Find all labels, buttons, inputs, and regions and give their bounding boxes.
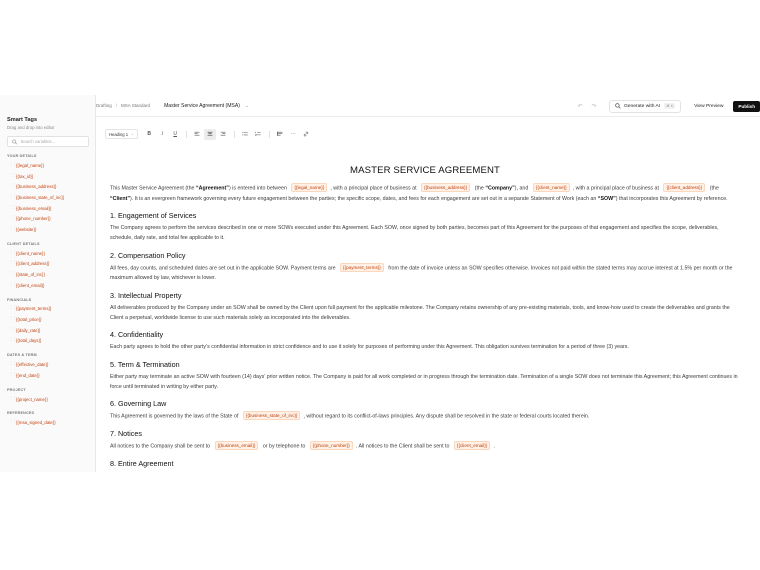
search-icon xyxy=(12,139,17,145)
tag-website[interactable]: ⋮⋮ {{website}} xyxy=(9,224,37,232)
sidebar-subtitle: Drag and drop into editor xyxy=(7,125,55,130)
tag-total-price[interactable]: ⋮⋮ {{total_price}} xyxy=(9,315,42,323)
sparkle-icon xyxy=(615,103,621,109)
document-title: MASTER SERVICE AGREEMENT xyxy=(350,165,500,176)
drag-handle-icon[interactable]: ⋮⋮ xyxy=(9,315,16,321)
group-label: REFERENCES xyxy=(7,411,35,416)
italic-button[interactable]: I xyxy=(161,131,164,137)
bold-button[interactable]: B xyxy=(147,131,151,137)
ai-shortcut: ⌘ K xyxy=(666,104,674,108)
tag-group-dates-term xyxy=(7,353,89,380)
undo-button[interactable]: ↶ xyxy=(577,103,583,110)
section-text: All fees, day counts, and scheduled dates are set out in the applicable SOW. Payment terms are {{payment_terms}} from the date of invoice unless an SOW specifies otherwise. Invoices not paid within the stated terms may accrue interest at 1.5% per month or the maximum allowed by law, whichever is lower. xyxy=(110,264,733,282)
tag-group-financials xyxy=(7,298,89,347)
tag-payment-terms[interactable]: ⋮⋮ {{payment_terms}} xyxy=(9,304,52,312)
drag-handle-icon[interactable]: ⋮⋮ xyxy=(9,270,16,276)
toolbar-divider xyxy=(186,131,187,138)
chevron-down-icon: ⌄ xyxy=(244,102,249,108)
breadcrumb-drafting[interactable]: Drafting xyxy=(96,103,112,108)
document-selector[interactable] xyxy=(160,99,253,112)
numbered-list-icon xyxy=(255,131,261,137)
section-heading: 3. Intellectual Property xyxy=(110,290,182,300)
ai-button-label: Generate with AI xyxy=(623,103,661,109)
insert-link-button[interactable] xyxy=(300,129,312,140)
section-text: Either party may terminate an active SOW with fourteen (14) days’ prior written notice. The Company is paid for all work completed or in progress through the termination date. Termination of a single SOW does not terminate this Agreement; this Agreement continues in force until terminated in writing by either party. xyxy=(110,373,738,390)
drag-handle-icon[interactable]: ⋮⋮ xyxy=(9,325,16,331)
tag-group-project xyxy=(7,388,89,405)
section-heading: 5. Term & Termination xyxy=(110,359,180,369)
drag-handle-icon[interactable]: ⋮⋮ xyxy=(9,394,16,400)
group-label: DATES & TERM xyxy=(7,353,37,358)
align-left-button[interactable] xyxy=(191,129,203,140)
tag-client-email[interactable]: ⋮⋮ {{client_email}} xyxy=(9,280,45,288)
drag-handle-icon[interactable]: ⋮⋮ xyxy=(9,171,16,177)
tag-total-days[interactable]: ⋮⋮ {{total_days}} xyxy=(9,336,42,344)
toolbar-divider xyxy=(269,131,270,138)
section-text: This Agreement is governed by the laws of the State of {{business_state_of_inc}} , without regard to its conflict-of-laws principles. Any dispute shall be resolved in the state or federal courts located therein. xyxy=(110,413,590,420)
variable-search[interactable] xyxy=(7,136,89,147)
breadcrumb-separator-icon: / xyxy=(115,103,118,108)
more-icon: ··· xyxy=(290,131,296,137)
editor-area xyxy=(96,95,760,472)
tag-phone-number[interactable]: ⋮⋮ {{phone_number}} xyxy=(9,214,51,222)
format-toolbar xyxy=(96,127,760,141)
drag-handle-icon[interactable]: ⋮⋮ xyxy=(9,224,16,230)
text-style-select[interactable] xyxy=(105,129,138,139)
numbered-list-button[interactable] xyxy=(252,129,264,140)
drag-handle-icon[interactable]: ⋮⋮ xyxy=(9,214,16,220)
tag-group-your-details xyxy=(7,154,89,235)
align-left-icon xyxy=(194,131,200,137)
tag-tax-id[interactable]: ⋮⋮ {{tax_id}} xyxy=(9,171,34,179)
align-right-icon xyxy=(220,131,226,137)
underline-button[interactable]: U xyxy=(173,131,177,137)
drag-handle-icon[interactable]: ⋮⋮ xyxy=(9,203,16,209)
bullet-list-icon xyxy=(242,131,248,137)
app-window xyxy=(0,95,760,472)
tag-group-references xyxy=(7,411,89,428)
more-options-button[interactable] xyxy=(287,129,299,140)
align-center-icon xyxy=(207,131,213,137)
inline-tag-payment-terms[interactable]: {{payment_terms}} xyxy=(340,263,384,272)
tag-daily-rate[interactable]: ⋮⋮ {{daily_rate}} xyxy=(9,325,41,333)
sidebar-title: Smart Tags xyxy=(7,117,38,123)
section-heading: 8. Entire Agreement xyxy=(110,458,174,468)
drag-handle-icon[interactable]: ⋮⋮ xyxy=(9,248,16,254)
section-text: The Company agrees to perform the services described in one or more SOWs executed under this Agreement. Each SOW, once signed by both parties, becomes part of this Agreement for the purposes of that engagement and specifies the scope, deliverables, schedule, daily rate, and total fee applicable to it. xyxy=(110,225,719,242)
intro-paragraph: This Master Service Agreement (the “Agreement”) is entered into between {{legal_name}} , with a principal place of business at {{business_address}} (the “Company”), and {{client_name}} , with a principal place of business at {{client_address}} (the “Client”). It is an evergreen framework governing every future engagement between the parties; the specific scope, dates, and fees for each engagement are set out in a separate Statement of Work (each an “SOW”) that incorporates this Agreement by reference. xyxy=(110,185,728,202)
group-label: YOUR DETAILS xyxy=(7,154,37,158)
bullet-list-button[interactable] xyxy=(239,129,251,140)
view-preview-button[interactable]: View Preview xyxy=(694,103,724,109)
tag-business-email[interactable]: ⋮⋮ {{business_email}} xyxy=(9,203,52,211)
tag-legal-name[interactable]: ⋮⋮ {{legal_name}} xyxy=(9,160,44,168)
section-heading: 2. Compensation Policy xyxy=(110,250,186,260)
inline-tag-business-state-of-inc[interactable]: {{business_state_of_inc}} xyxy=(243,411,301,420)
search-input[interactable] xyxy=(20,139,84,144)
drag-handle-icon[interactable]: ⋮⋮ xyxy=(9,418,16,424)
inline-tag-client-name[interactable]: {{client_name}} xyxy=(533,183,570,192)
document-canvas[interactable] xyxy=(110,145,740,472)
section-heading: 6. Governing Law xyxy=(110,399,167,409)
drag-handle-icon[interactable]: ⋮⋮ xyxy=(9,304,16,310)
inline-tag-phone-number[interactable]: {{phone_number}} xyxy=(310,441,353,450)
chevron-down-icon: ⌄ xyxy=(131,132,135,136)
group-label: PROJECT xyxy=(7,387,26,392)
group-label: CLIENT DETAILS xyxy=(7,241,40,246)
group-label: FINANCIALS xyxy=(7,297,32,302)
generate-with-ai-button[interactable] xyxy=(609,100,681,113)
inline-tag-legal-name[interactable]: {{legal_name}} xyxy=(291,183,327,192)
section-text: All deliverables produced by the Company under an SOW shall be owned by the Client upon full payment for the applicable milestone. The Company retains ownership of any pre-existing materials, tools, and know-how used to create the deliverables and grants the Client a perpetual, worldwide license to use such materials solely as incorporated into the deliverables. xyxy=(110,304,730,322)
smart-tags-sidebar xyxy=(0,95,96,472)
section-heading: 7. Notices xyxy=(110,429,142,439)
quote-icon xyxy=(277,131,283,137)
tag-group-client-details xyxy=(7,242,89,291)
quote-button[interactable] xyxy=(274,129,286,140)
inline-tag-business-address[interactable]: {{business_address}} xyxy=(421,183,470,192)
drag-handle-icon[interactable]: ⋮⋮ xyxy=(9,182,16,188)
document-name: Master Service Agreement (MSA) xyxy=(164,102,240,109)
redo-button[interactable]: ↷ xyxy=(591,103,597,110)
tag-business-address[interactable]: ⋮⋮ {{business_address}} xyxy=(9,182,57,190)
top-bar xyxy=(96,95,760,117)
text-style-value: Heading 1 xyxy=(109,131,129,137)
section-heading: 1. Engagement of Services xyxy=(110,211,197,221)
inline-tag-client-address[interactable]: {{client_address}} xyxy=(663,183,705,192)
drag-handle-icon[interactable]: ⋮⋮ xyxy=(9,360,16,366)
tag-end-date[interactable]: ⋮⋮ {{end_date}} xyxy=(9,370,40,378)
section-text: All notices to the Company shall be sent to {{business_email}} or by telephone to {{phone_number}} . All notices to the Client shall be sent to {{client_email}} . xyxy=(110,443,495,450)
inline-tag-business-email[interactable]: {{business_email}} xyxy=(215,441,259,450)
drag-handle-icon[interactable]: ⋮⋮ xyxy=(9,259,16,265)
drag-handle-icon[interactable]: ⋮⋮ xyxy=(9,160,16,166)
inline-tag-client-email[interactable]: {{client_email}} xyxy=(454,441,490,450)
tag-state-of-inc[interactable]: ⋮⋮ {{state_of_inc}} xyxy=(9,270,45,278)
link-icon xyxy=(303,131,309,137)
top-actions xyxy=(573,95,760,117)
drag-handle-icon[interactable]: ⋮⋮ xyxy=(9,280,16,286)
drag-handle-icon[interactable]: ⋮⋮ xyxy=(9,192,16,198)
tag-client-name[interactable]: ⋮⋮ {{client_name}} xyxy=(9,248,45,256)
breadcrumb-msa-standard[interactable]: MSA Standard xyxy=(121,103,151,108)
tag-project-name[interactable]: ⋮⋮ {{project_name}} xyxy=(9,394,48,402)
toolbar-divider xyxy=(234,131,235,138)
drag-handle-icon[interactable]: ⋮⋮ xyxy=(9,336,16,342)
drag-handle-icon[interactable]: ⋮⋮ xyxy=(9,370,16,376)
align-center-button[interactable] xyxy=(204,129,216,140)
tag-effective-date[interactable]: ⋮⋮ {{effective_date}} xyxy=(9,360,49,368)
tag-client-address[interactable]: ⋮⋮ {{client_address}} xyxy=(9,259,50,267)
publish-button[interactable]: Publish xyxy=(733,101,760,112)
align-right-button[interactable] xyxy=(217,129,229,140)
tag-business-state-of-inc[interactable]: ⋮⋮ {{business_state_of_inc}} xyxy=(9,192,65,200)
section-heading: 4. Confidentiality xyxy=(110,330,164,340)
section-text: Each party agrees to hold the other party’s confidential information in strict confidence and to use it solely for purposes of performing under this Agreement. This obligation survives termination for a period of three (3) years. xyxy=(110,344,629,351)
tag-msa-signed-date[interactable]: ⋮⋮ {{msa_signed_date}} xyxy=(9,418,56,426)
